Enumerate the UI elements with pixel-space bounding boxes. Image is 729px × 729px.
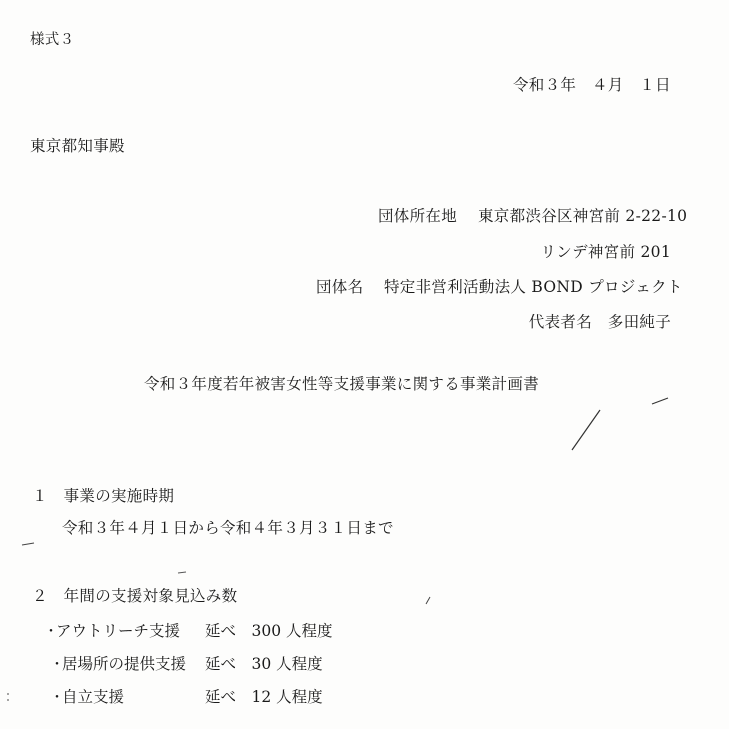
document-title: 令和３年度若年被害女性等支援事業に関する事業計画書: [144, 375, 540, 393]
form-label: 様式３: [30, 32, 75, 48]
scan-mark: [572, 410, 600, 450]
section-1-body: 令和３年４月１日から令和４年３月３１日まで: [62, 519, 394, 537]
scan-mark: [7, 699, 9, 701]
section-2-heading: ２ 年間の支援対象見込み数: [32, 587, 238, 605]
list-item-name: 居場所の提供支援: [62, 655, 187, 673]
list-item-bullet: ・: [50, 657, 64, 673]
section-1-heading: １ 事業の実施時期: [32, 487, 175, 505]
list-item-count: 延べ 12 人程度: [205, 688, 323, 706]
scan-mark: [178, 572, 186, 573]
org-address-value: 東京都渋谷区神宮前 2-22-10: [478, 207, 688, 225]
scan-mark: [7, 693, 9, 695]
list-item-count: 延べ 30 人程度: [205, 655, 323, 673]
scan-mark: [426, 597, 430, 604]
representative: 代表者名 多田純子: [528, 313, 671, 331]
scan-mark: [652, 398, 668, 404]
list-item-name: 自立支援: [62, 688, 125, 706]
addressee: 東京都知事殿: [30, 137, 125, 155]
list-item-bullet: ・: [50, 690, 64, 706]
org-name-label: 団体名: [316, 278, 364, 296]
list-item-name: アウトリーチ支援: [56, 622, 181, 640]
org-address-label: 団体所在地: [378, 207, 458, 225]
list-item-bullet: ・: [44, 624, 58, 640]
org-building: リンデ神宮前 201: [540, 243, 671, 261]
list-item-count: 延べ 300 人程度: [205, 622, 333, 640]
org-name-value: 特定非営利活動法人 BOND プロジェクト: [384, 278, 683, 296]
scan-mark: [22, 543, 34, 545]
document-date: 令和３年 ４月 １日: [512, 76, 671, 94]
